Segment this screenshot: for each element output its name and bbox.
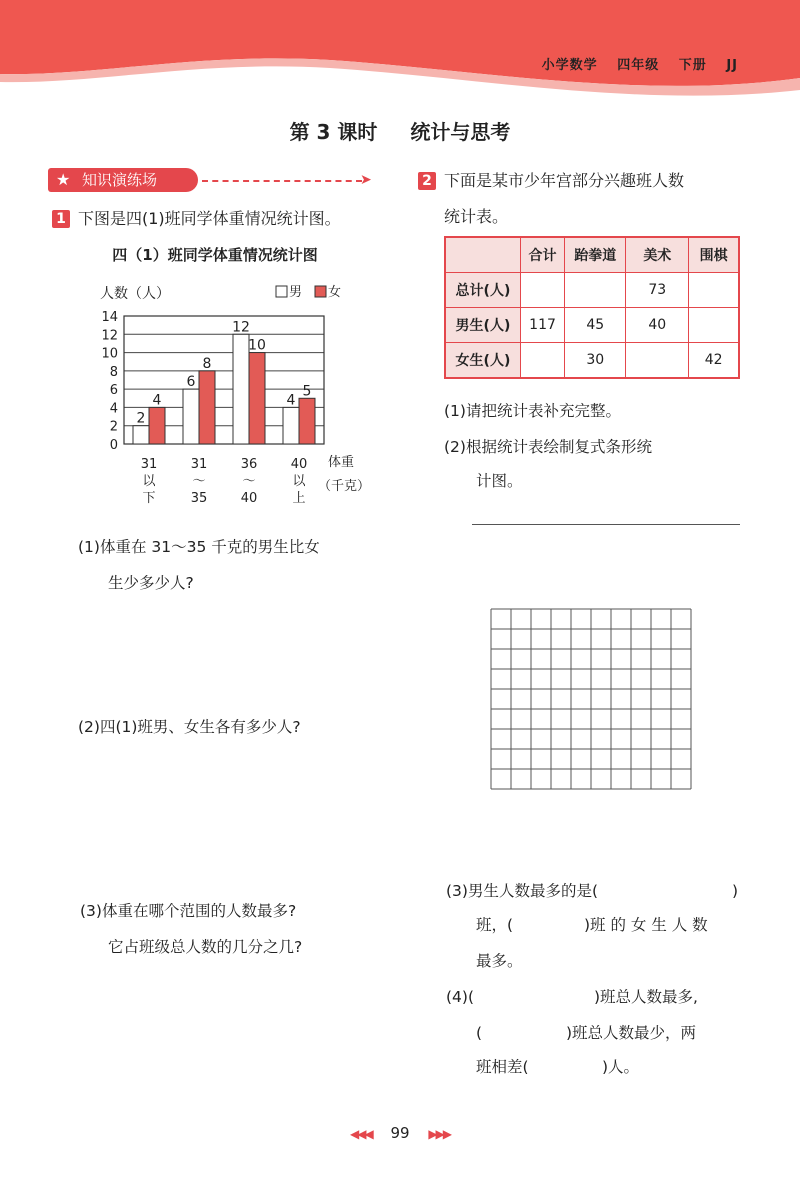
- chart-title: 四（1）班同学体重情况统计图: [112, 246, 318, 264]
- bar-female: [249, 353, 265, 444]
- q2-sub4-a: (4)(: [446, 988, 475, 1006]
- table-cell: 30: [565, 343, 626, 379]
- page-prev-arrows-icon: ◀◀◀: [349, 1127, 372, 1141]
- q2-sub3-c: 班，(: [476, 916, 514, 934]
- table-row: [445, 273, 739, 308]
- y-axis-label: 人数（人）: [100, 286, 170, 302]
- table-cell[interactable]: [689, 308, 739, 343]
- bar-male: [283, 407, 299, 444]
- y-tick-label: 4: [109, 401, 118, 417]
- table-cell[interactable]: [626, 343, 689, 379]
- stat-table: [444, 236, 740, 379]
- data-label: 4: [152, 392, 162, 409]
- data-label: 6: [186, 374, 196, 391]
- table-row: [445, 308, 739, 343]
- bar-female: [199, 371, 215, 444]
- q2-sub1: (1)请把统计表补充完整。: [444, 402, 621, 420]
- question-2-prompt-line1: 下面是某市少年宫部分兴趣班人数: [444, 171, 685, 190]
- table-cell: 40: [626, 308, 689, 343]
- table-cell: 117: [520, 308, 564, 343]
- table-cell[interactable]: [689, 273, 739, 308]
- table-cell: 42: [689, 343, 739, 379]
- weight-chart: [60, 272, 390, 522]
- table-cell: 45: [565, 308, 626, 343]
- legend-label-female: 女: [328, 285, 342, 300]
- data-label: 12: [232, 319, 250, 336]
- answer-line[interactable]: [472, 524, 740, 525]
- x-tick-label: 以: [142, 474, 156, 489]
- data-label: 4: [286, 392, 296, 409]
- y-tick-label: 14: [101, 310, 118, 325]
- table-row-label: 女生(人): [445, 343, 520, 379]
- x-tick-label: 36: [240, 457, 258, 472]
- q2-sub3-e: 最多。: [476, 952, 523, 970]
- x-tick-label: 以: [292, 474, 306, 489]
- legend: [276, 285, 341, 300]
- lesson-name: 统计与思考: [410, 120, 511, 144]
- q1-sub1-line2: 生少多少人?: [108, 574, 194, 592]
- header-volume: 下册: [678, 58, 707, 73]
- data-label: 5: [302, 383, 312, 400]
- x-axis-label-line2: （千克）: [318, 479, 371, 494]
- x-tick-label: 31: [140, 457, 158, 472]
- header-edition: JJ: [726, 58, 738, 73]
- q2-sub4-e: 班相差(: [476, 1058, 529, 1076]
- page-footer: [0, 1124, 800, 1142]
- table-header-cell: 围棋: [689, 237, 739, 273]
- y-tick-label: 8: [109, 364, 118, 380]
- lesson-number: 第 3 课时: [289, 120, 378, 144]
- bar-female: [149, 407, 165, 444]
- question-number-2: 2: [418, 172, 436, 190]
- header-info: [528, 54, 738, 73]
- question-number-1: 1: [52, 210, 70, 228]
- bar-female: [299, 398, 315, 444]
- bar-male: [183, 389, 199, 444]
- q2-sub4-c: (: [476, 1024, 483, 1042]
- header-band: [0, 0, 800, 100]
- x-tick-label: 40: [240, 491, 258, 506]
- question-1-prompt: 下图是四(1)班同学体重情况统计图。: [78, 209, 341, 228]
- q2-sub3-b: ): [732, 882, 739, 900]
- bar-male: [133, 426, 149, 444]
- x-tick-label: 下: [142, 491, 156, 506]
- header-grade: 四年级: [617, 58, 660, 73]
- question-2-prompt-line2: 统计表。: [444, 207, 509, 226]
- q2-sub3-d: )班 的 女 生 人 数: [584, 916, 708, 934]
- table-cell[interactable]: [520, 343, 564, 379]
- x-tick-label: 上: [292, 491, 306, 506]
- q1-sub3-line1: (3)体重在哪个范围的人数最多?: [80, 902, 297, 920]
- bar-male: [233, 334, 249, 444]
- legend-swatch-male: [276, 286, 287, 297]
- table-cell[interactable]: [520, 273, 564, 308]
- q1-sub3-line2: 它占班级总人数的几分之几?: [108, 938, 303, 956]
- table-header-cell: 跆拳道: [565, 237, 626, 273]
- x-tick-label: 31: [190, 457, 208, 472]
- table-cell[interactable]: [565, 273, 626, 308]
- x-tick-label: ～: [192, 474, 206, 489]
- banner-dash-line: [202, 180, 362, 182]
- table-header-cell: 合计: [520, 237, 564, 273]
- y-tick-label: 12: [101, 328, 118, 344]
- table-row-label: 男生(人): [445, 308, 520, 343]
- q2-sub2-line2: 计图。: [476, 472, 523, 490]
- legend-swatch-female: [315, 286, 326, 297]
- star-icon: ★: [56, 170, 71, 189]
- lesson-title: [0, 116, 800, 145]
- y-tick-label: 10: [101, 346, 118, 362]
- table-header-cell: 美术: [626, 237, 689, 273]
- y-tick-label: 2: [109, 419, 118, 435]
- section-banner: [48, 168, 198, 192]
- x-tick-label: 35: [190, 491, 208, 506]
- section-banner-label: 知识演练场: [82, 171, 158, 189]
- x-axis-label-line1: 体重: [328, 455, 355, 470]
- q2-sub4-b: )班总人数最多,: [594, 988, 698, 1006]
- x-tick-label: 40: [290, 457, 308, 472]
- table-row-label: 总计(人): [445, 273, 520, 308]
- y-tick-label: 0: [109, 438, 118, 453]
- data-label: 2: [136, 410, 146, 427]
- header-series: 小学数学: [541, 58, 598, 73]
- q2-sub4-d: )班总人数最少，两: [566, 1024, 697, 1042]
- table-cell: 73: [626, 273, 689, 308]
- x-tick-label: ～: [242, 474, 256, 489]
- table-row: [445, 343, 739, 379]
- q1-sub1-line1: (1)体重在 31～35 千克的男生比女: [78, 538, 320, 556]
- data-label: 8: [202, 355, 212, 372]
- q2-sub4-f: )人。: [602, 1058, 640, 1076]
- y-tick-label: 6: [109, 383, 118, 399]
- q2-sub3-a: (3)男生人数最多的是(: [446, 882, 599, 900]
- q2-sub2-line1: (2)根据统计表绘制复式条形统: [444, 438, 652, 456]
- data-label: 10: [248, 337, 266, 354]
- table-header-cell: [445, 237, 520, 273]
- q1-sub2: (2)四(1)班男、女生各有多少人?: [78, 718, 301, 736]
- arrow-right-icon: ➤: [360, 172, 372, 188]
- legend-label-male: 男: [289, 285, 303, 300]
- page-next-arrows-icon: ▶▶▶: [428, 1127, 451, 1141]
- table-header-row: [445, 237, 739, 273]
- drawing-grid[interactable]: [490, 608, 692, 790]
- page-number: 99: [390, 1124, 410, 1142]
